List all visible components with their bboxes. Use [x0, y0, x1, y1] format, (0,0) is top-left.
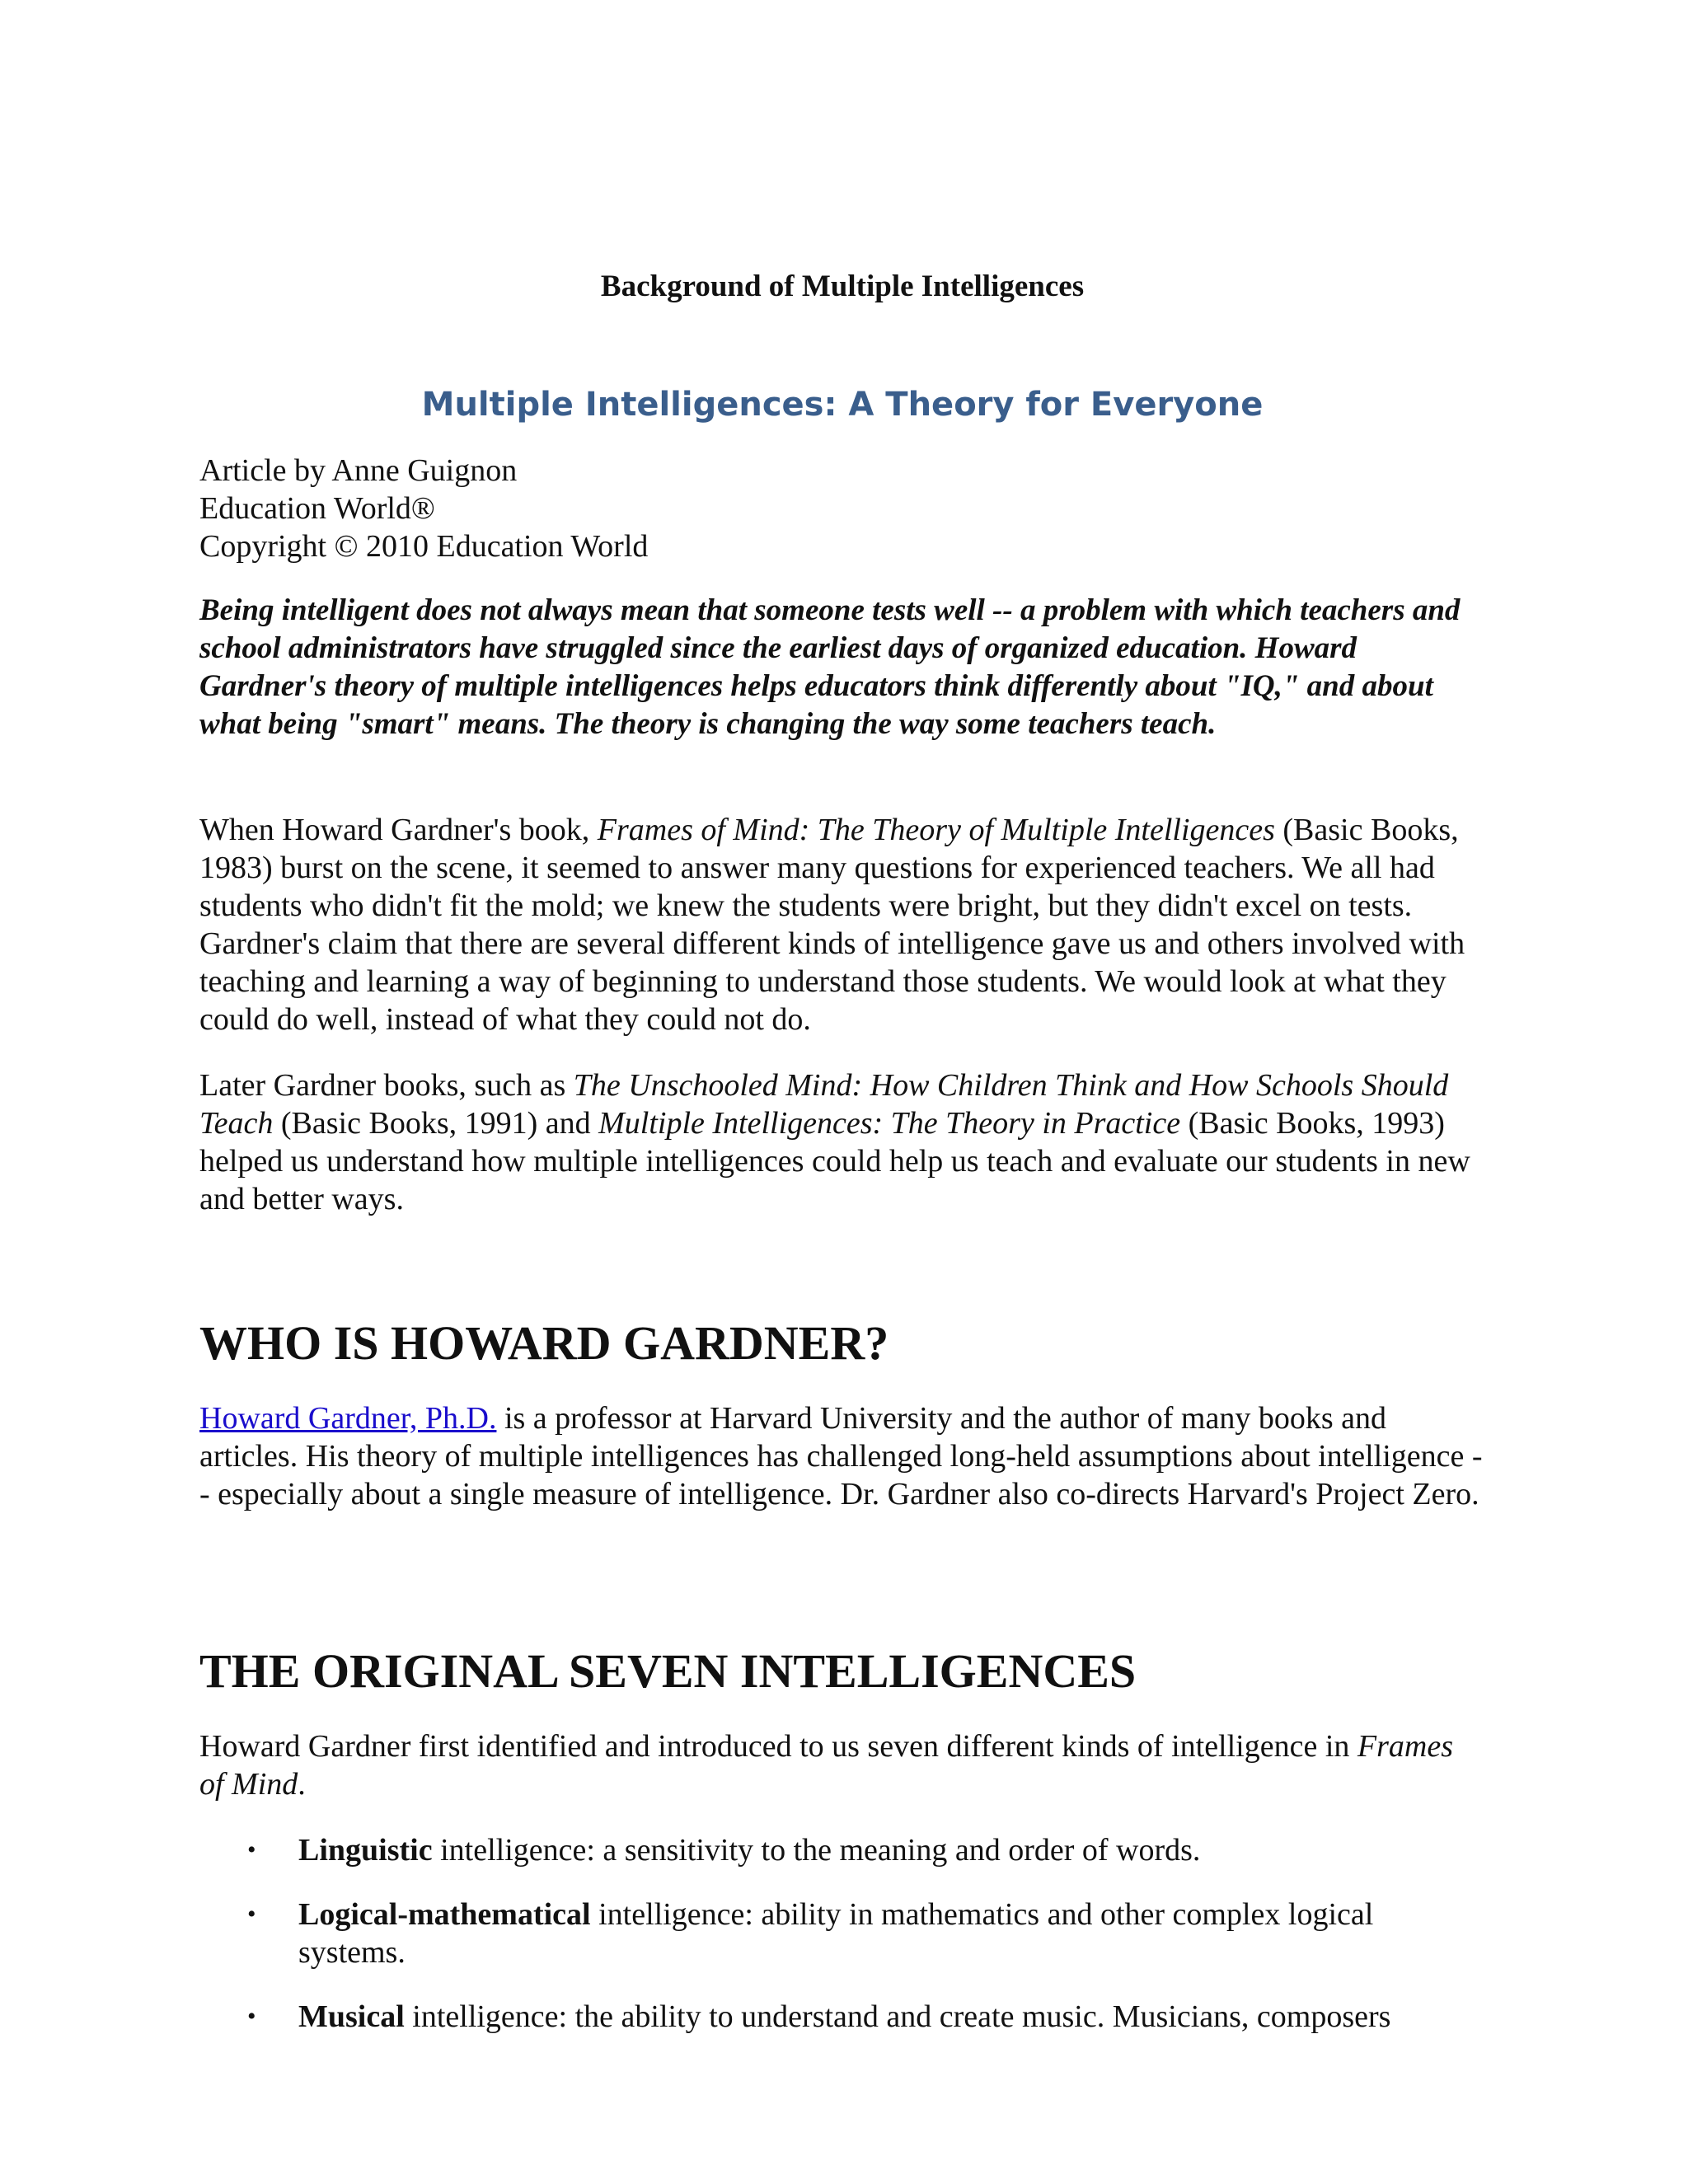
- p4-text-a: Howard Gardner first identified and introduced to us seven different kinds of intelligence in: [199, 1729, 1357, 1764]
- intelligences-list: [199, 1831, 1485, 2062]
- byline-copyright: Copyright © 2010 Education World: [199, 529, 649, 564]
- p2-book-title-1: The Unschooled Mind: How Children Think and How Schools Should Teach: [199, 1068, 1449, 1141]
- p4-text-b: .: [298, 1767, 306, 1802]
- list-item: [199, 1831, 1485, 1869]
- intelligence-description: intelligence: a sensitivity to the meaning and order of words.: [432, 1833, 1201, 1868]
- p2-text-a: Later Gardner books, such as: [199, 1068, 574, 1103]
- intelligence-term: Logical-mathematical: [298, 1897, 591, 1932]
- intelligence-description: intelligence: ability in mathematics and other complex logical systems.: [298, 1897, 1374, 1970]
- bullet-icon: •: [247, 2003, 256, 2030]
- p4-book-title: Frames of Mind: [199, 1729, 1453, 1802]
- paragraph-later-books: [199, 1066, 1485, 1218]
- p2-text-c: (Basic Books, 1993) helped us understand how multiple intelligences could help us teach and evaluate our students in new and better ways.: [199, 1106, 1470, 1216]
- list-item: [199, 1998, 1485, 2036]
- intelligence-term: Linguistic: [298, 1833, 433, 1868]
- byline: [199, 452, 648, 565]
- article-title: Multiple Intelligences: A Theory for Everyone: [421, 386, 1264, 424]
- p3-text: is a professor at Harvard University and the author of many books and articles. His theory of multiple intelligences has challenged long-held assumptions about intelligence -- especially about a single measure of intelligence. Dr. Gardner also co-directs Harvard's Project Zero.: [199, 1401, 1483, 1511]
- intelligence-description: intelligence: the ability to understand and create music. Musicians, composers: [404, 1999, 1391, 2034]
- paragraph-seven-intro: [199, 1727, 1485, 1803]
- p1-text-b: (Basic Books, 1983) burst on the scene, it seemed to answer many questions for experienced teachers. We all had students who didn't fit the mold; we knew the students were bright, but they didn't excel on tests. Gardner's claim that there are several different kinds of intelligence gave us and others involved with teaching and learning a way of beginning to understand those students. We would look at what they could do well, instead of what they could not do.: [199, 813, 1465, 1037]
- paragraph-who-is-gardner: [199, 1399, 1485, 1513]
- p2-text-b: (Basic Books, 1991) and: [273, 1106, 599, 1141]
- heading-who-is-howard-gardner: WHO IS HOWARD GARDNER?: [199, 1316, 889, 1370]
- bullet-icon: •: [247, 1900, 256, 1928]
- howard-gardner-link[interactable]: Howard Gardner, Ph.D.: [199, 1401, 497, 1436]
- lead-paragraph: Being intelligent does not always mean that someone tests well -- a problem with which teachers and school administrators have struggled since the earliest days of organized education. Howard Gardner's theory of multiple intelligences helps educators think differently about "IQ," and about what being "smart" means. The theory is changing the way some teachers teach.: [199, 593, 1461, 741]
- heading-seven-intelligences: THE ORIGINAL SEVEN INTELLIGENCES: [199, 1644, 1137, 1698]
- paragraph-frames-of-mind: [199, 811, 1485, 1038]
- bullet-icon: •: [247, 1836, 256, 1863]
- document-heading: Background of Multiple Intelligences: [600, 269, 1085, 303]
- p1-text-a: When Howard Gardner's book,: [199, 813, 598, 847]
- byline-publisher: Education World®: [199, 491, 435, 526]
- p1-book-title: Frames of Mind: The Theory of Multiple Intelligences: [597, 813, 1275, 847]
- byline-author: Article by Anne Guignon: [199, 453, 518, 488]
- p2-book-title-2: Multiple Intelligences: The Theory in Practice: [598, 1106, 1181, 1141]
- intelligence-term: Musical: [298, 1999, 405, 2034]
- list-item: [199, 1896, 1485, 1971]
